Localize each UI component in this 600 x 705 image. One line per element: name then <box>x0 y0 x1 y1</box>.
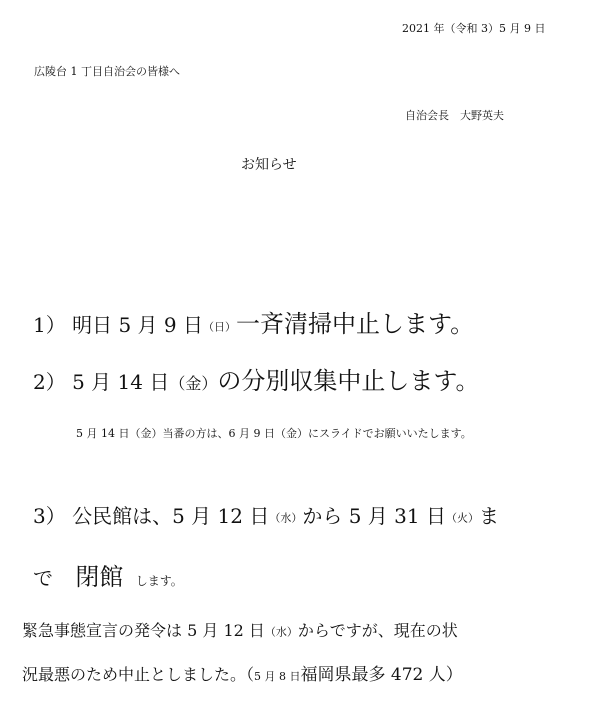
footer-line-1 <box>22 618 458 641</box>
addressee: 広陵台 1 丁目自治会の皆様へ <box>34 65 180 78</box>
footer-text-c: 況最悪のため中止としました。（ <box>22 665 255 684</box>
notice-title: お知らせ <box>241 157 297 173</box>
item-2-note: 5 月 14 日（金）当番の方は、6 月 9 日（金）にスライドでお願いいたします。 <box>76 427 472 440</box>
item-3-line-1 <box>33 500 499 529</box>
item-1 <box>33 304 474 339</box>
item-1-weekday: （日） <box>202 320 236 334</box>
item-3-closed: 閉館 <box>75 563 124 591</box>
item-2-text: の分別収集中止します。 <box>217 367 480 395</box>
item-3-text-a: 公民館は、5 月 12 日 <box>72 504 270 528</box>
document-date: 2021 年（令和 3）5 月 9 日 <box>402 22 546 35</box>
item-3-text-d: で <box>33 566 53 590</box>
item-1-date: 明日 5 月 9 日 <box>72 313 203 337</box>
footer-weekday: （水） <box>264 625 298 639</box>
item-2-date: 5 月 14 日 <box>72 370 170 394</box>
item-1-number: 1） <box>33 313 66 337</box>
item-1-text: 一斉清掃中止します。 <box>235 310 475 338</box>
item-2-number: 2） <box>33 370 66 394</box>
footer-text-d: 福岡県最多 472 人） <box>300 665 463 685</box>
footer-line-2 <box>22 660 463 685</box>
item-3-weekday-1: （水） <box>269 511 303 525</box>
footer-text-a: 緊急事態宣言の発令は 5 月 12 日 <box>22 621 265 640</box>
sender: 自治会長 大野英夫 <box>405 109 504 122</box>
item-3-number: 3） <box>33 504 66 528</box>
item-3-line-2 <box>33 557 183 592</box>
footer-date: 5 月 8 日 <box>254 670 301 683</box>
item-3-text-c: ま <box>478 504 499 528</box>
item-2-weekday: （金） <box>169 374 218 393</box>
item-3-text-b: から 5 月 31 日 <box>302 504 446 528</box>
item-3-weekday-2: （火） <box>445 511 479 525</box>
item-3-text-e: します。 <box>135 574 183 588</box>
footer-text-b: からですが、現在の状 <box>297 621 458 640</box>
item-2 <box>33 361 479 396</box>
